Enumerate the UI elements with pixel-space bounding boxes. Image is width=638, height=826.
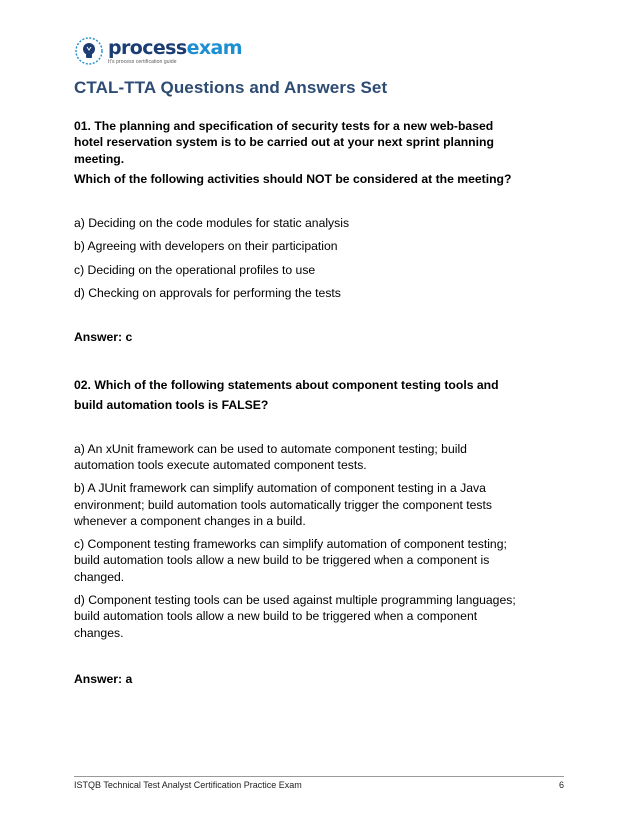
- footer-divider: [74, 776, 564, 777]
- question-2-option-b: b) A JUnit framework can simplify automation of component testing in a Java environment; build automation tools automatically trigger the component tests whenever a component changes in a build.: [74, 481, 492, 528]
- question-2-text: 02. Which of the following statements about component testing tools and build automation tools is FALSE?: [74, 377, 499, 412]
- logo-wordmark: processexam: [108, 36, 242, 59]
- page-title: CTAL-TTA Questions and Answers Set: [74, 78, 388, 97]
- processexam-logo: [74, 34, 242, 68]
- lightbulb-logo-icon: [74, 36, 104, 66]
- question-1-option-b: b) Agreeing with developers on their participation: [74, 239, 338, 254]
- question-content: [74, 118, 574, 687]
- question-1-option-c: c) Deciding on the operational profiles to use: [74, 262, 316, 277]
- question-1-answer: Answer: c: [74, 330, 133, 345]
- page-number: 6: [558, 780, 564, 790]
- logo-tagline: It's process certification guide: [108, 58, 177, 65]
- question-1-prompt: Which of the following activities should NOT be considered at the meeting?: [74, 171, 512, 186]
- question-1-text: 01. The planning and specification of security tests for a new web-based hotel reservation system is to be carried out at your next sprint planning meeting.: [74, 119, 494, 166]
- question-2-answer: Answer: a: [74, 671, 133, 686]
- question-2-option-d: d) Component testing tools can be used against multiple programming languages; build automation tools allow a new build to be triggered when a component changes.: [74, 593, 516, 640]
- footer-title: ISTQB Technical Test Analyst Certification Practice Exam: [74, 780, 302, 790]
- question-2-option-c: c) Component testing frameworks can simplify automation of component testing; build automation tools allow a new build to be triggered when a component is changed.: [74, 537, 507, 584]
- question-2-option-a: a) An xUnit framework can be used to automate component testing; build automation tools execute automated component tests.: [74, 441, 467, 472]
- question-1-option-d: d) Checking on approvals for performing the tests: [74, 286, 341, 301]
- question-1-option-a: a) Deciding on the code modules for static analysis: [74, 216, 350, 231]
